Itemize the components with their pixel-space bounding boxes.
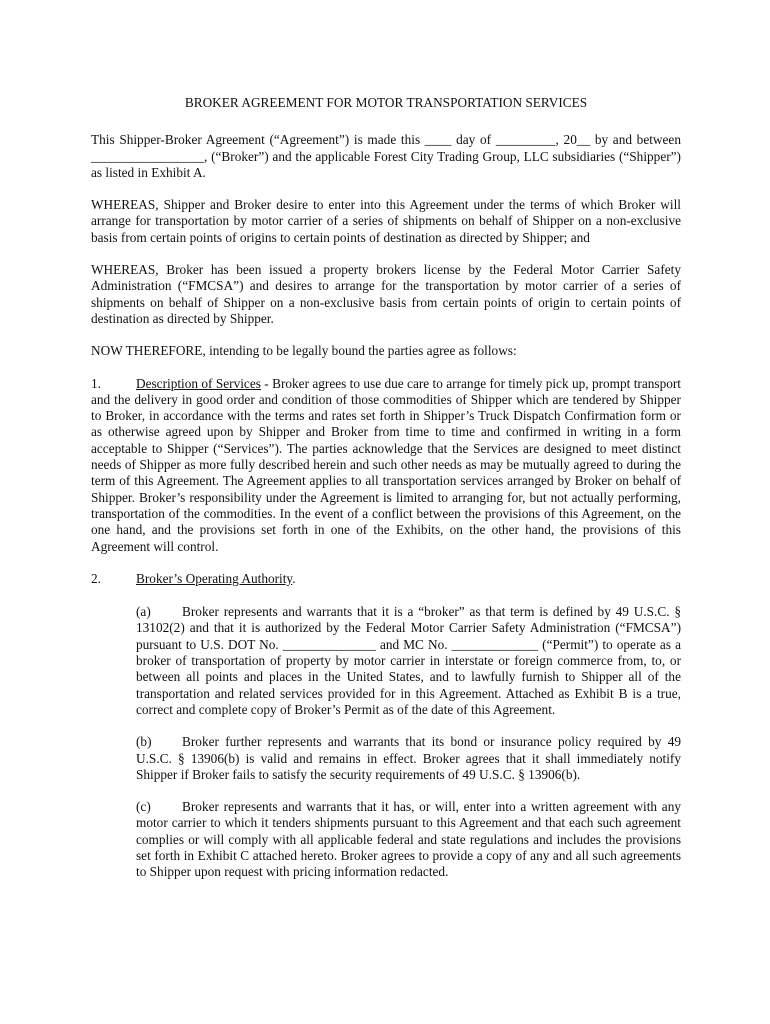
section-2a-paragraph <box>136 604 681 718</box>
section-2c-label: (c) <box>136 799 151 815</box>
section-2b-text: Broker further represents and warrants that its bond or insurance policy required by 49 U.S.C. § 13906(b) is valid and remains in effect. Broker agrees that it shall immediately notify Shipper if Broker fails to satisfy the security requirements of 49 U.S.C. § 13906(b). <box>136 734 681 782</box>
now-therefore-paragraph: NOW THEREFORE, intending to be legally bound the parties agree as follows: <box>91 343 517 359</box>
section-1-number: 1. <box>91 375 101 391</box>
whereas-paragraph-1: WHEREAS, Shipper and Broker desire to enter into this Agreement under the terms of which Broker will arrange for transportation by motor carrier of a series of shipments on behalf of Shipper on a non-exclusive basis from certain points of origins to certain points of destination as directed by Shipper; and <box>91 197 681 245</box>
section-2-heading-line <box>91 571 681 587</box>
section-2c-text: Broker represents and warrants that it has, or will, enter into a written agreement with any motor carrier to which it tenders shipments pursuant to this Agreement and that each such agreement complies or will comply with all applicable federal and state regulations and includes the provisions set forth in Exhibit C attached hereto. Broker agrees to provide a copy of any and all such agreements to Shipper upon request with pricing information redacted. <box>136 799 681 880</box>
intro-paragraph: This Shipper-Broker Agreement (“Agreement”) is made this ____ day of _________, 20__ by and between _________________, (“Broker”) and the applicable Forest City Trading Group, LLC subsidiaries (“Shipper”) as listed in Exhibit A. <box>91 132 681 180</box>
section-1-paragraph <box>91 376 681 555</box>
section-2b-paragraph <box>136 734 681 783</box>
section-1-heading: Description of Services <box>136 375 261 391</box>
section-2b-label: (b) <box>136 734 152 750</box>
section-1-text: - Broker agrees to use due care to arrange for timely pick up, prompt transport and the delivery in good order and condition of those commodities of Shipper which are tendered by Shipper to Broker, in accordance with the terms and rates set forth in Shipper’s Truck Dispatch Confirmation form or as otherwise agreed upon by Shipper and Broker from time to time and confirmed in writing in a form acceptable to Shipper (“Services”). The parties acknowledge that the Services are designed to meet distinct needs of Shipper as more fully described herein and such other needs as may be mutually agreed to during the term of this Agreement. The Agreement applies to all transportation services arranged by Broker on behalf of Shipper. Broker’s responsibility under the Agreement is limited to arranging for, but not actually performing, transportation of the commodities. In the event of a conflict between the provisions of this Agreement, on the one hand, and the provisions set forth in one of the Exhibits, on the other hand, the provisions of this Agreement will control. <box>91 375 681 554</box>
section-2a-label: (a) <box>136 604 151 620</box>
section-2-heading-suffix: . <box>292 570 296 586</box>
whereas-paragraph-2: WHEREAS, Broker has been issued a property brokers license by the Federal Motor Carrier Safety Administration (“FMCSA”) and desires to arrange for the transportation by motor carrier of a series of shipments on behalf of Shipper on a non-exclusive basis from certain points of origin to certain points of destination as directed by Shipper. <box>91 262 681 326</box>
document-page <box>91 95 681 897</box>
section-2-number: 2. <box>91 570 101 586</box>
section-2c-paragraph <box>136 799 681 880</box>
document-title: BROKER AGREEMENT FOR MOTOR TRANSPORTATION SERVICES <box>184 95 588 110</box>
section-2-heading: Broker’s Operating Authority <box>136 570 293 586</box>
section-2a-text: Broker represents and warrants that it is a “broker” as that term is defined by 49 U.S.C. § 13102(2) and that it is authorized by the Federal Motor Carrier Safety Administration (“FMCSA”) pursuant to U.S. DOT No. ______________ and MC No. _____________ (“Permit”) to operate as a broker of transportation of property by motor carrier in interstate or foreign commerce from, to, or between all points and places in the United States, and to lawfully furnish to Shipper all of the transportation and related services provided for in this Agreement. Attached as Exhibit B is a true, correct and complete copy of Broker’s Permit as of the date of this Agreement. <box>136 604 681 717</box>
